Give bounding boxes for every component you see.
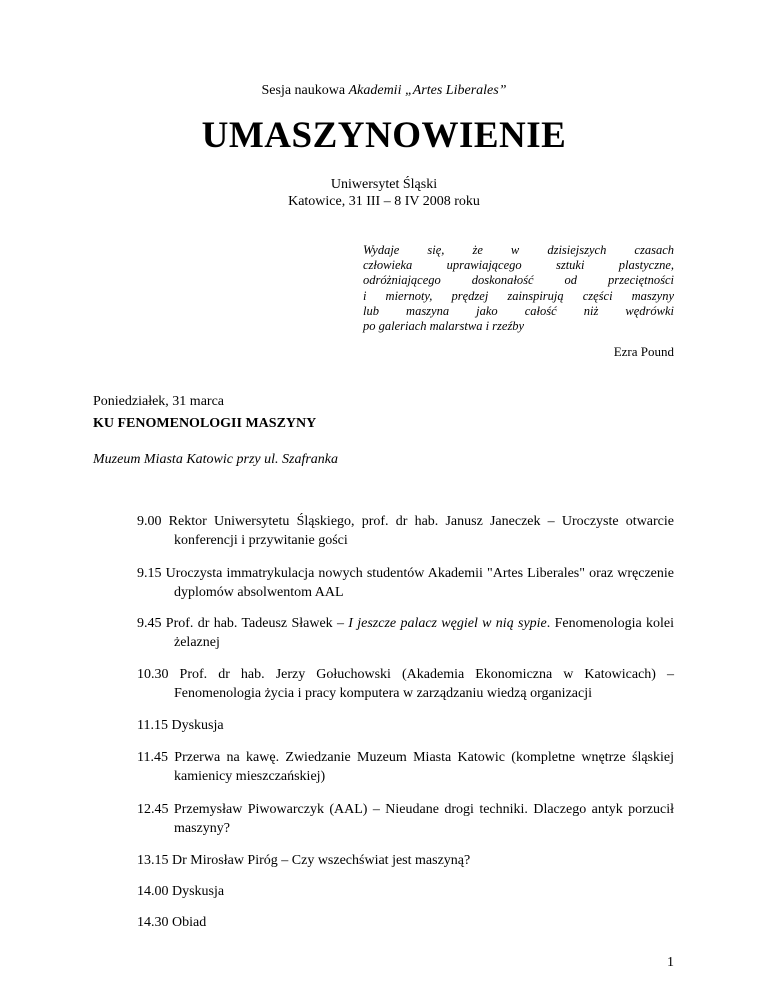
entry-text-after: . Fenomenologia kolei żelaznej <box>174 616 674 650</box>
program-day: Poniedziałek, 31 marca <box>93 394 225 409</box>
program-location: Muzeum Miasta Katowic przy ul. Szafranka <box>93 452 338 467</box>
program-entry: 11.15 Dyskusja <box>137 718 224 733</box>
entry-lecture-title: I jeszcze palacz węgiel w nią sypie <box>348 616 547 631</box>
epigraph-line: lub maszyna jako całość niż wędrówki <box>363 303 674 318</box>
program-entry: 14.00 Dyskusja <box>137 884 225 899</box>
university-name: Uniwersytet Śląski <box>330 177 438 192</box>
event-dates: Katowice, 31 III – 8 IV 2008 roku <box>288 194 480 209</box>
program-entry: 13.15 Dr Mirosław Piróg – Czy wszechświat jest maszyną? <box>137 853 471 868</box>
subtitle-prefix: Sesja naukowa <box>261 83 349 98</box>
epigraph <box>363 243 674 334</box>
page-number: 1 <box>667 955 674 970</box>
epigraph-line: człowieka uprawiającego sztuki plastyczne, <box>363 258 674 273</box>
epigraph-line: i miernoty, prędzej zainspirują części maszyny <box>363 288 674 303</box>
epigraph-line: po galeriach malarstwa i rzeźby <box>363 319 525 334</box>
epigraph-line: odróżniającego doskonałość od przeciętności <box>363 273 674 288</box>
program-entry: 11.45 Przerwa na kawę. Zwiedzanie Muzeum Miasta Katowic (kompletne wnętrze śląskiej kamienicy mieszczańskiej) <box>137 750 674 784</box>
program-entry: 9.15 Uroczysta immatrykulacja nowych studentów Akademii "Artes Liberales" oraz wręczenie dyplomów absolwentom AAL <box>137 566 674 600</box>
epigraph-author: Ezra Pound <box>613 344 674 359</box>
session-subtitle <box>0 83 768 99</box>
entry-text: 9.45 Prof. dr hab. Tadeusz Sławek – <box>137 616 349 631</box>
program-entry <box>137 614 674 652</box>
epigraph-line: Wydaje się, że w dzisiejszych czasach <box>363 243 674 257</box>
venue-block <box>0 176 768 210</box>
program-entry: 10.30 Prof. dr hab. Jerzy Gołuchowski (Akademia Ekonomiczna w Katowicach) – Fenomenologia życia i pracy komputera w zarządzaniu wiedzą organizacji <box>137 667 674 701</box>
academy-name: Akademii „Artes Liberales” <box>348 83 507 98</box>
section-title: KU FENOMENOLOGII MASZYNY <box>93 416 317 431</box>
page-title: UMASZYNOWIENIE <box>201 115 567 156</box>
program-entry: 9.00 Rektor Uniwersytetu Śląskiego, prof. dr hab. Janusz Janeczek – Uroczyste otwarcie konferencji i przywitanie gości <box>137 514 674 548</box>
program-entry: 14.30 Obiad <box>137 915 207 930</box>
program-entry: 12.45 Przemysław Piwowarczyk (AAL) – Nieudane drogi techniki. Dlaczego antyk porzucił maszyny? <box>137 802 674 836</box>
